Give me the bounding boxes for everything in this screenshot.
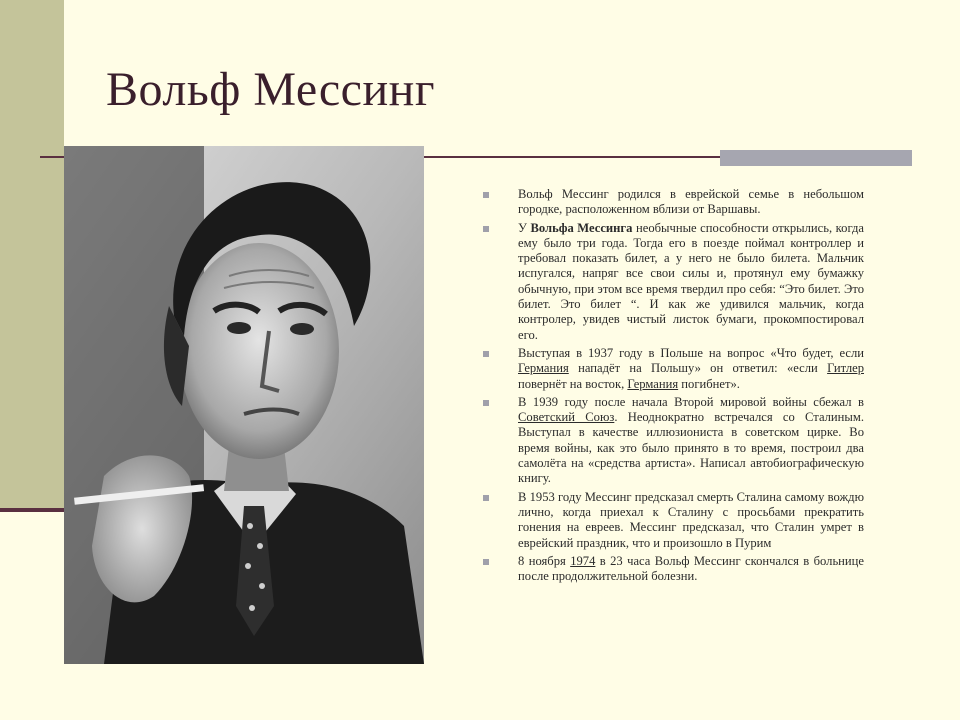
list-item: В 1939 году после начала Второй мировой войны сбежал в Советский Союз. Неоднократно встречался со Сталиным. Выступал в качестве иллюзиониста в советском цирке. Во время войны, как это было принято в то время, построил два самолёта на «средства артиста». Написал автобиографическую книгу. [480, 395, 864, 487]
link-germany[interactable]: Германия [627, 376, 679, 391]
accent-bar [720, 150, 912, 166]
link-soviet-union[interactable]: Советский Союз [518, 410, 615, 425]
list-item: У Вольфа Мессинга необычные способности открылись, когда ему было три года. Тогда его в поезде поймал контроллер и требовал показать билет, а у него не было билета. Мальчик испугался, напряг все свои силы и, протянул ему бумажку обычную, при этом все время твердил про себя: “Это билет. Это билет. Это билет “. И как же удивился мальчик, когда контролер, увидев чистый листок бумаги, прокомпостировал его. [480, 221, 864, 343]
bullet-square-icon [483, 351, 489, 357]
list-item: Выступая в 1937 году в Польше на вопрос «Что будет, если Германия нападёт на Польшу» он ответил: «если Гитлер повернёт на восток, Германия погибнет». [480, 346, 864, 392]
side-band-edge [0, 508, 64, 512]
link-1974[interactable]: 1974 [570, 553, 596, 568]
list-item: Вольф Мессинг родился в еврейской семье в небольшом городке, расположенном вблизи от Варшавы. [480, 187, 864, 218]
link-hitler[interactable]: Гитлер [827, 361, 864, 376]
list-item: В 1953 году Мессинг предсказал смерть Сталина самому вождю лично, когда приехал к Сталину с просьбами прекратить гонения на евреев. Мессинг предсказал, что Сталин умрет в еврейский праздник, что и произошло в Пурим [480, 490, 864, 551]
bullet-square-icon [483, 495, 489, 501]
slide-title: Вольф Мессинг [106, 63, 436, 116]
link-germany[interactable]: Германия [518, 361, 569, 376]
portrait-photo [64, 146, 424, 664]
decorative-side-band [0, 0, 64, 510]
bullet-square-icon [483, 559, 489, 565]
bold-name: Вольфа Мессинга [530, 220, 633, 235]
list-item: 8 ноября 1974 в 23 часа Вольф Мессинг скончался в больнице после продолжительной болезни. [480, 554, 864, 585]
bullet-square-icon [483, 226, 489, 232]
bullet-list-panel [480, 187, 864, 587]
bullet-list [480, 187, 864, 584]
bullet-square-icon [483, 400, 489, 406]
bullet-square-icon [483, 192, 489, 198]
